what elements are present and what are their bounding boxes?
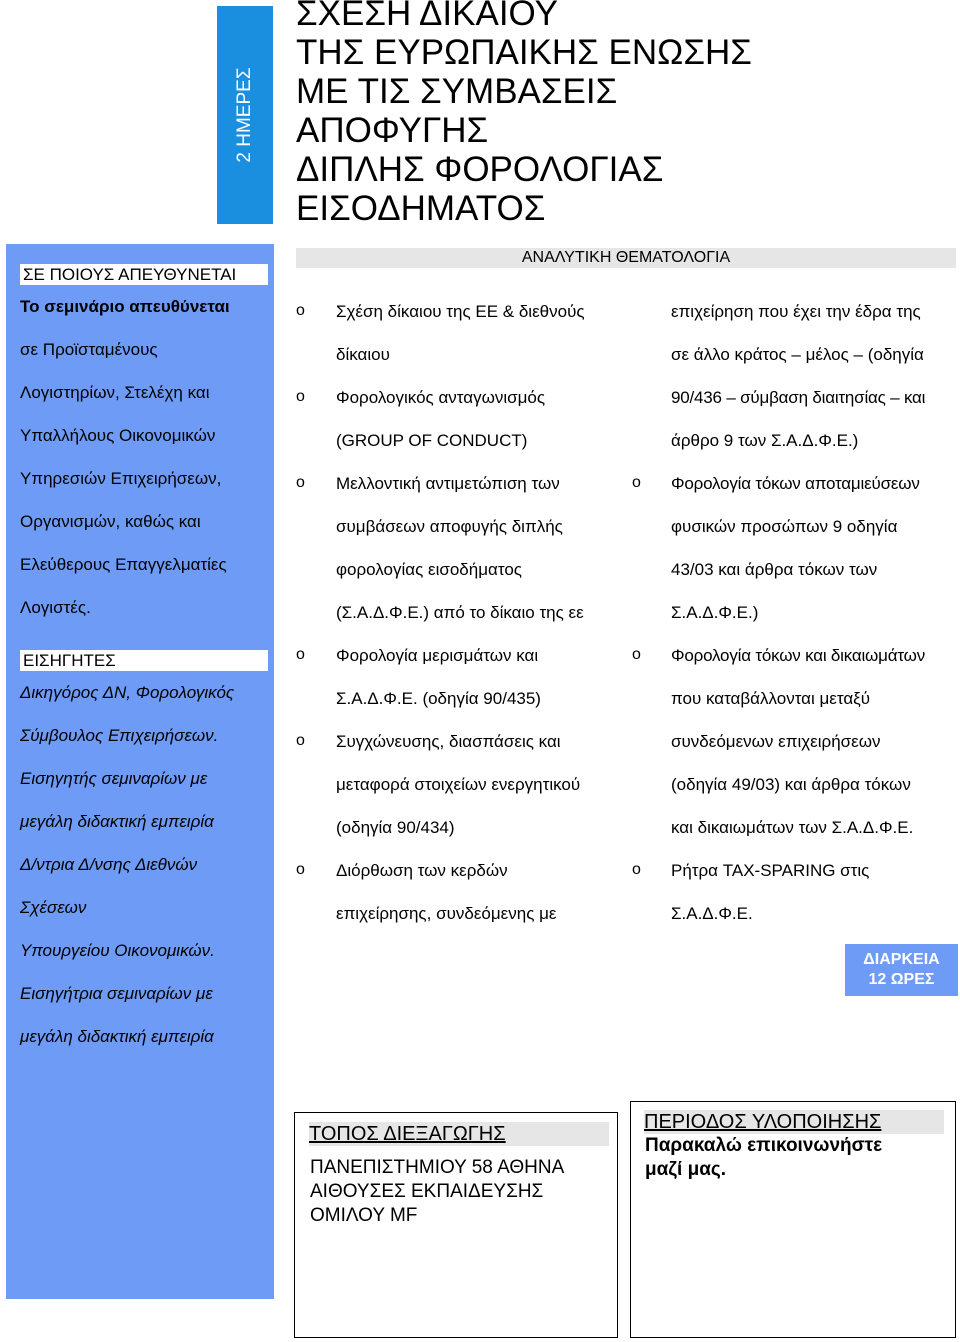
title-line: ΣΧΕΣΗ ΔΙΚΑΙΟΥ xyxy=(296,0,558,33)
audience-line: Λογιστηρίων, Στελέχη και xyxy=(20,383,210,402)
topic-line: Φορολογία τόκων αποταμιεύσεων xyxy=(671,474,920,493)
topic-line: δίκαιου xyxy=(336,345,390,364)
bullet: o xyxy=(296,474,305,491)
topic-line: 43/03 και άρθρα τόκων των xyxy=(671,560,878,579)
audience-line: σε Προϊσταμένους xyxy=(20,340,158,359)
duration-value: 12 ΩΡΕΣ xyxy=(868,971,935,988)
topic-line: Φορολογικός ανταγωνισμός xyxy=(336,388,546,407)
title-line: ΔΙΠΛΗΣ ΦΟΡΟΛΟΓΙΑΣ xyxy=(296,150,664,189)
venue-address xyxy=(310,1156,564,1228)
topic-line: επιχείρηση που έχει την έδρα της xyxy=(671,302,921,321)
topic-line: που καταβάλλονται μεταξύ xyxy=(671,689,871,708)
topic-line: συμβάσεων αποφυγής διπλής xyxy=(336,517,563,536)
speaker-line: Δικηγόρος ΔΝ, Φορολογικός xyxy=(20,683,235,702)
topics-heading: ΑΝΑΛΥΤΙΚΗ ΘΕΜΑΤΟΛΟΓΙΑ xyxy=(296,248,956,268)
topic-line: (GROUP OF CONDUCT) xyxy=(336,431,528,450)
audience-line: Λογιστές. xyxy=(20,598,91,617)
topic-line: Σ.Α.Δ.Φ.Ε.) xyxy=(671,603,759,622)
page-title xyxy=(296,0,752,228)
speaker-line: Σύμβουλος Επιχειρήσεων. xyxy=(20,726,219,745)
topic-line: άρθρο 9 των Σ.Α.Δ.Φ.Ε.) xyxy=(671,431,859,450)
title-line: ΤΗΣ ΕΥΡΩΠΑΙΚΗΣ ΕΝΩΣΗΣ xyxy=(296,33,752,72)
topic-line: (οδηγία 90/434) xyxy=(336,818,455,837)
topic-line: Φορολογία τόκων και δικαιωμάτων xyxy=(671,646,926,665)
bullet: o xyxy=(296,861,305,878)
sidebar xyxy=(6,244,274,1299)
bullet: o xyxy=(296,388,305,405)
speakers-heading: ΕΙΣΗΓΗΤΕΣ xyxy=(20,650,268,671)
topic-line: μεταφορά στοιχείων ενεργητικού xyxy=(336,775,581,794)
duration-box xyxy=(845,944,958,996)
topic-line: Διόρθωση των κερδών xyxy=(336,861,508,880)
speaker-line: Δ/ντρια Δ/νσης Διεθνών xyxy=(20,855,198,874)
speaker-line: Εισηγητής σεμιναρίων με xyxy=(20,769,208,788)
period-text xyxy=(645,1134,882,1182)
title-line: ΑΠΟΦΥΓΗΣ xyxy=(296,111,489,150)
audience-line: Υπαλλήλους Οικονομικών xyxy=(20,426,216,445)
topic-line: σε άλλο κράτος – μέλος – (οδηγία xyxy=(671,345,924,364)
audience-heading: ΣΕ ΠΟΙΟΥΣ ΑΠΕΥΘΥΝΕΤΑΙ xyxy=(20,264,268,285)
title-line: ΕΙΣΟΔΗΜΑΤΟΣ xyxy=(296,189,546,228)
audience-line: Υπηρεσιών Επιχειρήσεων, xyxy=(20,469,222,488)
venue-line: ΠΑΝΕΠΙΣΤΗΜΙΟΥ 58 ΑΘΗΝΑ xyxy=(310,1157,565,1178)
duration-days-badge xyxy=(217,6,273,224)
topic-line: φορολογίας εισοδήματος xyxy=(336,560,522,579)
topic-line: Φορολογία μερισμάτων και xyxy=(336,646,539,665)
venue-line: ΑΙΘΟΥΣΕΣ ΕΚΠΑΙΔΕΥΣΗΣ xyxy=(310,1181,544,1202)
venue-line: ΟΜΙΛΟΥ MF xyxy=(310,1205,418,1226)
bullet: o xyxy=(296,732,305,749)
speaker-line: μεγάλη διδακτική εμπειρία xyxy=(20,812,214,831)
bullet: o xyxy=(632,861,641,878)
topic-line: Μελλοντική αντιμετώπιση των xyxy=(336,474,560,493)
period-line: μαζί μας. xyxy=(645,1159,727,1180)
bullet: o xyxy=(296,646,305,663)
topic-line: (οδηγία 49/03) και άρθρα τόκων xyxy=(671,775,911,794)
topic-line: Ρήτρα TAX-SPARING στις xyxy=(671,861,870,880)
audience-line: Οργανισμών, καθώς και xyxy=(20,512,201,531)
audience-line: Ελεύθερους Επαγγελματίες xyxy=(20,555,227,574)
topic-line: (Σ.Α.Δ.Φ.Ε.) από το δίκαιο της εε xyxy=(336,603,584,622)
title-line: ΜΕ ΤΙΣ ΣΥΜΒΑΣΕΙΣ xyxy=(296,72,618,111)
topic-line: επιχείρησης, συνδεόμενης με xyxy=(336,904,557,923)
topic-line: συνδεόμενων επιχειρήσεων xyxy=(671,732,881,751)
badge-label: 2 ΗΜΕΡΕΣ xyxy=(234,67,255,163)
speaker-line: Σχέσεων xyxy=(20,898,87,917)
bullet: o xyxy=(632,646,641,663)
topic-line: 90/436 – σύμβαση διαιτησίας – και xyxy=(671,388,926,407)
duration-label: ΔΙΑΡΚΕΙΑ xyxy=(863,951,940,968)
period-line: Παρακαλώ επικοινωνήστε xyxy=(645,1135,883,1156)
topic-line: Σ.Α.Δ.Φ.Ε. xyxy=(671,904,753,923)
speaker-line: Εισηγήτρια σεμιναρίων με xyxy=(20,984,213,1003)
topic-line: Σχέση δίκαιου της ΕΕ & διεθνούς xyxy=(336,302,585,321)
period-heading: ΠΕΡΙΟΔΟΣ ΥΛΟΠΟΙΗΣΗΣ xyxy=(644,1110,944,1134)
topic-line: Σ.Α.Δ.Φ.Ε. (οδηγία 90/435) xyxy=(336,689,541,708)
topic-line: φυσικών προσώπων 9 οδηγία xyxy=(671,517,898,536)
bullet: o xyxy=(296,302,305,319)
bullet: o xyxy=(632,474,641,491)
speaker-line: μεγάλη διδακτική εμπειρία xyxy=(20,1027,214,1046)
speaker-line: Υπουργείου Οικονομικών. xyxy=(20,941,215,960)
topic-line: Συγχώνευσης, διασπάσεις και xyxy=(336,732,561,751)
topic-line: και δικαιωμάτων των Σ.Α.Δ.Φ.Ε. xyxy=(671,818,914,837)
audience-line: Το σεμινάριο απευθύνεται xyxy=(20,297,230,316)
venue-heading: ΤΟΠΟΣ ΔΙΕΞΑΓΩΓΗΣ xyxy=(309,1122,609,1146)
